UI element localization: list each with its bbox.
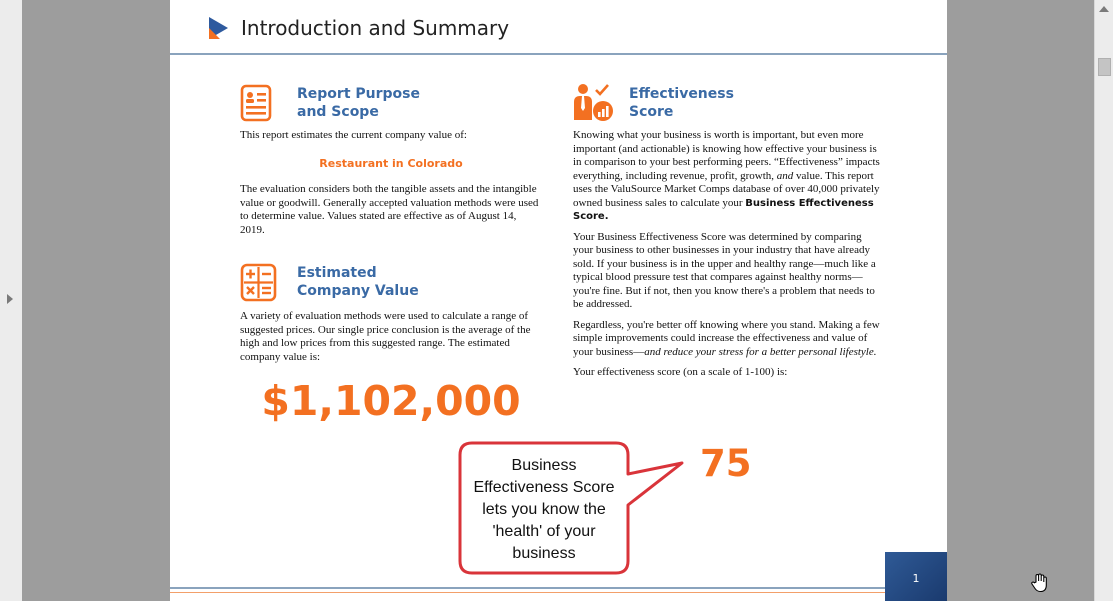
business-name: Restaurant in Colorado (319, 157, 463, 170)
scroll-up-arrow-icon[interactable] (1099, 6, 1109, 12)
scrollbar-thumb[interactable] (1098, 58, 1111, 76)
report-purpose-heading (297, 85, 420, 121)
effectiveness-p3-em: and reduce your stress for a better personal lifestyle. (644, 345, 877, 358)
estimated-value-text: A variety of evaluation methods were used to calculate a range of suggested prices. Our single price conclusion is the average of the high and low prices from this suggested range. The estimated company value is: (240, 310, 531, 363)
effectiveness-p1-bold: Business Effectiveness Score. (573, 197, 874, 222)
footer-rule (170, 587, 947, 589)
effectiveness-p1-em: and (776, 169, 794, 182)
effectiveness-score-value: 75 (700, 442, 752, 485)
effectiveness-paragraph-3 (573, 319, 881, 360)
estimated-value-heading (297, 264, 419, 300)
effectiveness-body (573, 129, 881, 387)
vertical-scrollbar[interactable] (1094, 0, 1113, 601)
effectiveness-p3-text: Regardless, you're better off knowing where you stand. Making a few simple improvements could increase the effectiveness and value of your business— (573, 318, 880, 358)
footer-accent-rule (170, 592, 947, 593)
calculator-icon (240, 263, 277, 302)
report-document-icon (240, 84, 272, 122)
callout-bubble (458, 441, 630, 575)
estimated-value-heading-line1: Estimated (297, 265, 377, 281)
estimated-value-heading-line2: Company Value (297, 283, 419, 299)
report-purpose-heading-line1: Report Purpose (297, 86, 420, 102)
hand-cursor-icon (1030, 573, 1048, 593)
callout-text: Business Effectiveness Score lets you know the 'health' of your business (473, 457, 615, 562)
report-purpose-details: The evaluation considers both the tangible assets and the intangible value or goodwill. Generally accepted valuation methods were used to determine value. Values stated are effective as of August 14, 2019. (240, 183, 539, 236)
effectiveness-paragraph-1 (573, 129, 881, 224)
businessman-chart-icon (572, 82, 614, 122)
page-title: Introduction and Summary (241, 16, 510, 40)
logo-accent (209, 28, 220, 39)
report-purpose-intro: This report estimates the current company value of: (240, 129, 467, 141)
effectiveness-p1-text: Knowing what your business is worth is important, but even more important (and actionable) is knowing how effective your business is in comparison to your best performing peers. “Effectiveness” impacts everything, including revenue, profit, growth, (573, 129, 880, 182)
left-panel-rail (0, 0, 22, 601)
effectiveness-heading-line2: Score (629, 104, 674, 120)
header-rule (170, 53, 947, 55)
effectiveness-heading (629, 85, 734, 121)
effectiveness-paragraph-4: Your effectiveness score (on a scale of 1-100) is: (573, 366, 788, 378)
page-number-badge: 1 (885, 552, 947, 601)
estimated-company-value: $1,102,000 (261, 377, 521, 425)
effectiveness-paragraph-2: Your Business Effectiveness Score was determined by comparing your business to other businesses in your industry that have already sold. If your business is in the upper and healthy range—much like a typical blood pressure test that compares against healthy norms—you're fine. But if not, then you know there's a problem that needs to be addressed. (573, 230, 876, 310)
effectiveness-heading-line1: Effectiveness (629, 86, 734, 102)
expand-panel-arrow-icon[interactable] (7, 294, 13, 304)
effectiveness-p1-text2: value. This report uses the ValuSource Market Comps database of over 40,000 privately owned business sales to calculate your (573, 169, 880, 209)
report-purpose-heading-line2: and Scope (297, 104, 379, 120)
